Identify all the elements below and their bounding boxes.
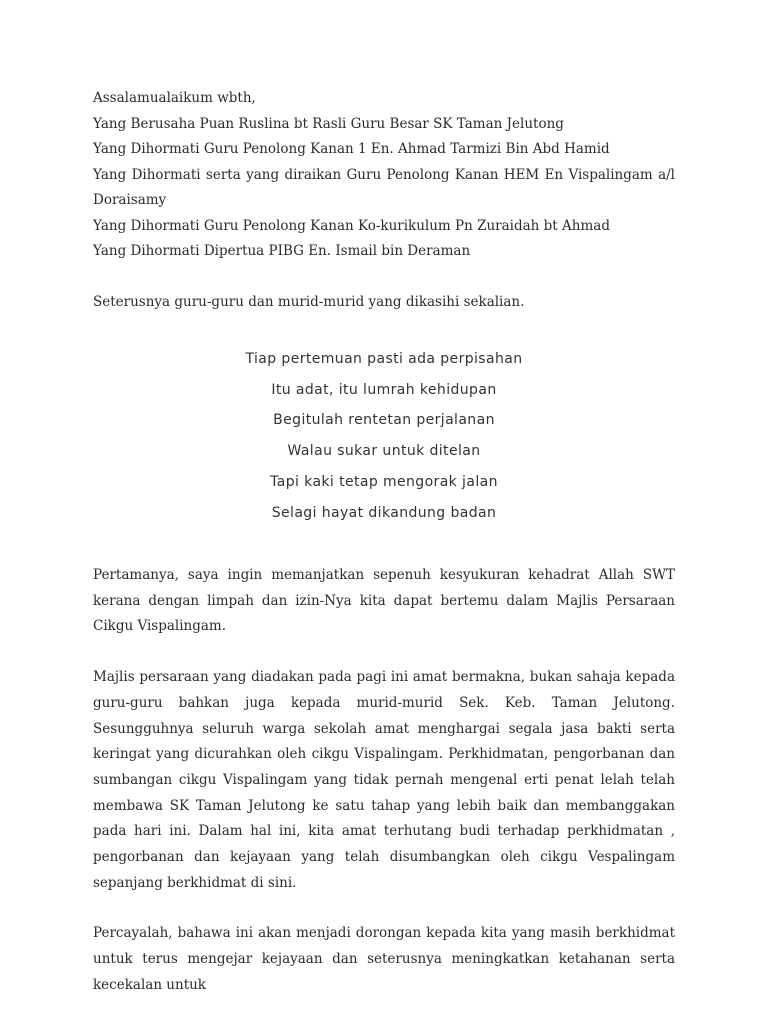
salutation-line: Yang Dihormati serta yang diraikan Guru Penolong Kanan HEM En Vispalingam a/l [93, 166, 675, 183]
body-paragraphs [93, 563, 675, 999]
poem-line: Tapi kaki tetap mengorak jalan [270, 473, 498, 490]
salutation-line: Assalamualaikum wbth, [93, 90, 256, 106]
paragraph: Majlis persaraan yang diadakan pada pagi ini amat bermakna, bukan sahaja kepada guru-guru bahkan juga kepada murid-murid Sek. Keb. Taman Jelutong. Sesungguhnya seluruh warga sekolah amat menghargai segala jasa bakti serta keringat yang dicurahkan oleh cikgu Vispalingam. Perkhidmatan, pengorbanan dan sumbangan cikgu Vispalingam yang tidak pernah mengenal erti penat lelah telah membawa SK Taman Jelutong ke satu tahap yang lebih baik dan membanggakan pada hari ini. Dalam hal ini, kita amat terhutang budi terhadap perkhidmatan , pengorbanan dan kejayaan yang telah disumbangkan oleh cikgu Vespalingam sepanjang berkhidmat di sini. [93, 669, 675, 891]
greeting-line: Seterusnya guru-guru dan murid-murid yang dikasihi sekalian. [93, 293, 525, 310]
salutation-line: Yang Dihormati Guru Penolong Kanan Ko-kurikulum Pn Zuraidah bt Ahmad [93, 217, 610, 234]
poem-line: Walau sukar untuk ditelan [287, 443, 481, 460]
salutation-line: Doraisamy [93, 192, 167, 208]
poem-block [93, 344, 675, 528]
paragraph: Pertamanya, saya ingin memanjatkan sepenuh kesyukuran kehadrat Allah SWT kerana dengan limpah dan izin-Nya kita dapat bertemu dalam Majlis Persaraan Cikgu Vispalingam. [93, 567, 675, 635]
salutation-line: Yang Dihormati Dipertua PIBG En. Ismail bin Deraman [93, 243, 471, 259]
poem-line: Begitulah rentetan perjalanan [273, 412, 495, 429]
salutation-line: Yang Berusaha Puan Ruslina bt Rasli Guru Besar SK Taman Jelutong [93, 115, 564, 132]
poem-line: Selagi hayat dikandung badan [271, 504, 497, 521]
paragraph: Percayalah, bahawa ini akan menjadi dorongan kepada kita yang masih berkhidmat untuk terus mengejar kejayaan dan seterusnya meningkatkan ketahanan serta kecekalan untuk [93, 925, 675, 993]
poem-line: Itu adat, itu lumrah kehidupan [271, 381, 497, 398]
poem-line: Tiap pertemuan pasti ada perpisahan [245, 351, 523, 367]
salutation-block [93, 86, 675, 315]
salutation-line: Yang Dihormati Guru Penolong Kanan 1 En. Ahmad Tarmizi Bin Abd Hamid [93, 141, 610, 157]
